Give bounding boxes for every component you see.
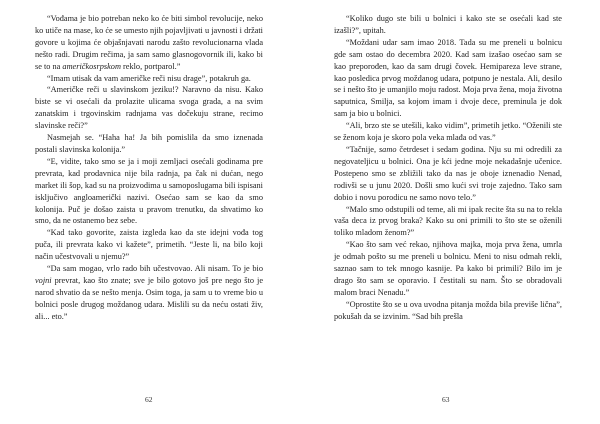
emphasized-text: samo <box>378 144 397 154</box>
page-number-left: 62 <box>145 395 153 404</box>
emphasized-text: vojni <box>35 275 52 285</box>
text-run: četrdeset i sedam godina. Nju su mi odredili za negovateljicu u bolnici. Ona je kći jedne moje nekadašnje učenice. Postepeno smo se zbližili tako da nas je oboje iznenadio Nenad, rodivši se u junu 2020. Došli smo kući svi troje zajedno. Tako sam dobio i novu porodicu ne samo novo telo.” <box>334 144 562 202</box>
paragraph <box>35 73 263 85</box>
emphasized-text: američkosrpskom <box>62 61 121 71</box>
text-run: “Moždani udar sam imao 2018. Tada su me preneli u bolnicu gde sam ostao do decembra 2020. Kad sam izašao osećao sam se kao preporođen, kao da sam drugi čovek. Hemipareza leve strane, kao posledica prvog moždanog udara, potpuno je nestala. Ali, desilo se i nešto što je umanjilo moju radost. Moja prva žena, moja životna saputnica, Smiljа, sa kojom imam i dvoje dece, preminula je dok sam ja bio u bolnici. <box>334 37 562 119</box>
text-run: “Tačnije, <box>346 144 379 154</box>
paragraph <box>35 156 263 227</box>
right-page-text <box>334 13 562 323</box>
paragraph <box>334 299 562 323</box>
paragraph <box>35 263 263 323</box>
text-run: “E, vidite, tako smo se ja i moji zemljaci osećali godinama pre prevrata, kad prodavnica nije bila radnja, pa čak ni dućan, nego market ili šop, kad su na proizvodima u samoposlugama bili ispisani isključivo angloamerički nazivi. Osećao sam se kao da smo kolonija. Puč je došao zaista u pravom trenutku, da shvatimo ko smo, da ne ostanemo bez sebe. <box>35 156 263 226</box>
text-run: “Ali, brzo ste se utešili, kako vidim”, primetih jetko. “Oženili ste se ženom koja je skoro pola veka mlađa od vas.” <box>334 121 562 143</box>
page-number-right: 63 <box>442 395 450 404</box>
paragraph <box>334 37 562 120</box>
text-run: “Imam utisak da vam američke reči nisu drage”, potakruh ga. <box>47 73 251 83</box>
paragraph <box>334 239 562 299</box>
text-run: Nasmejah se. “Haha ha! Ja bih pomislila da smo iznenada postali slavinska kolonija.” <box>35 133 263 154</box>
text-run: “Kad tako govorite, zaista izgleda kao da ste idejni vođa tog puča, ili prevrata kako vi kažete”, primetih. “Jeste li, na bilo koji način učestvovali u njemu?” <box>35 228 263 262</box>
text-run: “Oprostite što se u ova uvodna pitanja možda bila previše lična”, pokušah da se izvinim. “Sad bih prešla <box>334 299 562 321</box>
left-page-text <box>35 13 263 323</box>
paragraph <box>334 13 562 37</box>
right-page <box>300 0 600 424</box>
paragraph <box>334 120 562 144</box>
paragraph <box>334 144 562 204</box>
paragraph <box>334 204 562 240</box>
text-run: “Malo smo odstupili od teme, ali mi ipak recite šta su na to rekla vaša deca iz prvog braka? Kako su oni primili to što ste se oženili toliko mladom ženom?” <box>334 204 562 238</box>
text-run: “Vođama je bio potreban neko ko će biti simbol revolucije, neko ko utiče na mase, ko će se umesto njih pojavljivati u javnosti i držati govore u kojima će objašnjavati narodu zašto revolucionarna vlada nešto radi. Drugim rečima, ja sam samo glasnogovornik ili, kako bi se to na <box>35 14 263 71</box>
text-run: “Da sam mogao, vrlo rado bih učestvovao. Ali nisam. To je bio <box>47 264 263 274</box>
text-run: “Koliko dugo ste bili u bolnici i kako ste se osećali kad ste izašli?”, upitah. <box>334 14 562 35</box>
paragraph <box>35 227 263 263</box>
paragraph <box>35 132 263 156</box>
paragraph <box>35 13 263 73</box>
text-run: prevrat, kao što znate; sve je bilo gotovo još pre nego što je narod shvatio da se nešto menja. Osim toga, ja sam u to vreme bio u bolnici posle drugog moždanog udara. Mislili su da neću ostati živ, ali... eto.” <box>35 275 263 321</box>
paragraph <box>35 84 263 132</box>
text-run: “Američke reči u slavinskom jeziku!? Naravno da nisu. Kako biste se vi osećali da prolazite ulicama svoga grada, a na svim zanatskim i trgovinskim radnjama vas dočekuju strane, recimo slavinske reči?” <box>35 85 263 131</box>
text-run: “Kao što sam već rekao, njihova majka, moja prva žena, umrla je odmah pošto su me preneli u bolnicu. Meni to nisu odmah rekli, saznao sam to tek mnogo kasnije. Pa kako bi primili? Bilo im je drago što sam se oporavio. I čestitali su nam. Što se obradovali malom braci Nenadu.” <box>334 240 562 297</box>
text-run: reklo, portparol.” <box>120 61 181 71</box>
